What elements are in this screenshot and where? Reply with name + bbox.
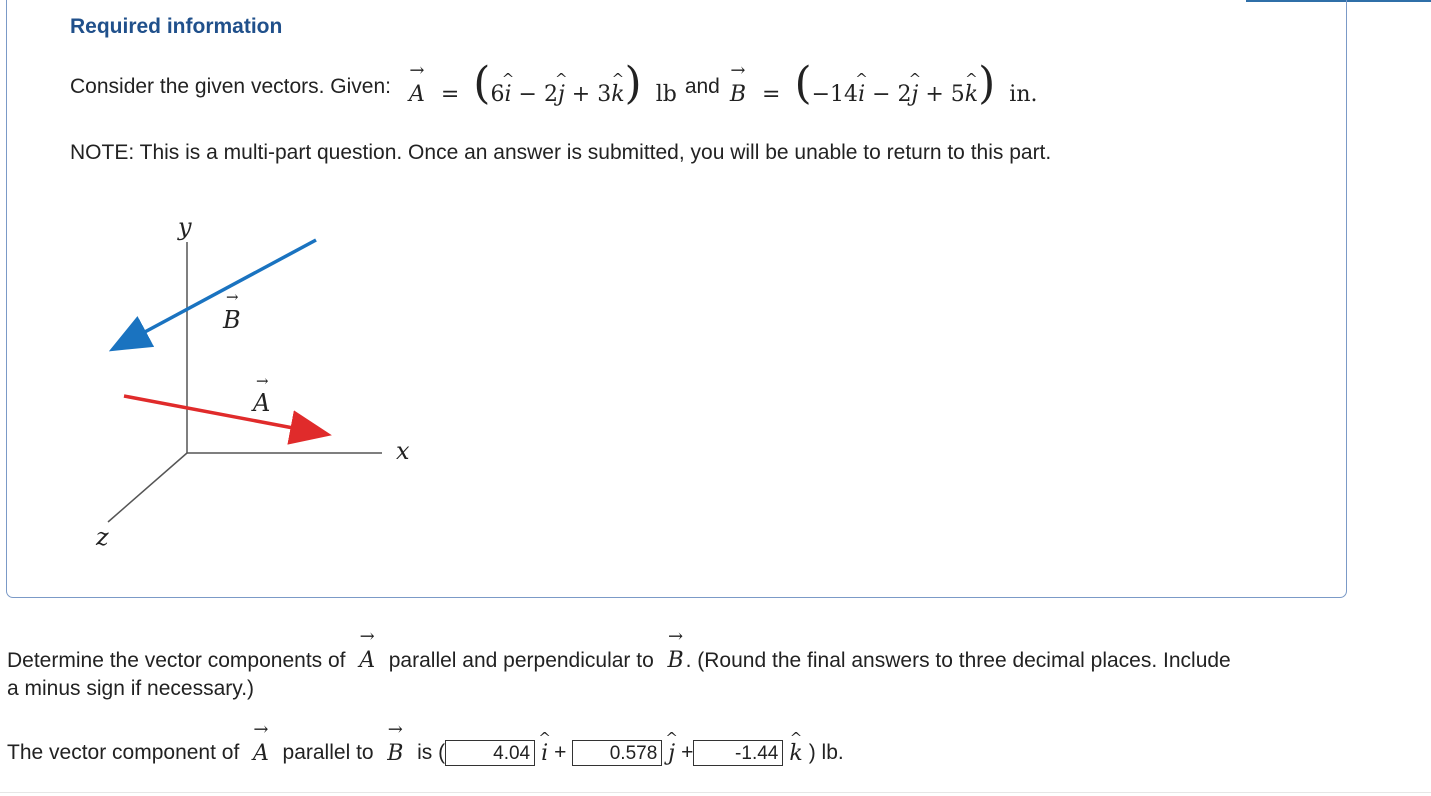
y-axis-label: y [178, 213, 192, 241]
given-intro: Consider the given vectors. Given: [70, 75, 391, 98]
unit-a: lb [655, 82, 677, 107]
bottom-divider [0, 792, 1431, 793]
question-vector-a: → A [359, 626, 376, 673]
k-component-input[interactable]: -1.44 [693, 740, 783, 766]
unit-b: in. [1009, 82, 1038, 107]
x-axis-label: x [396, 437, 410, 465]
vector-a-label-arrow: → [256, 372, 269, 390]
answer-vector-a: → A [252, 718, 269, 766]
vector-diagram [90, 205, 420, 565]
question-text-continued: a minus sign if necessary.) [7, 677, 255, 700]
vector-b-label-arrow: → [226, 288, 239, 306]
vector-a-definition: → A = (6i ^ − 2j ^ + 3k ^) lb [407, 65, 677, 109]
j-unit-vector: j ^ [668, 741, 675, 766]
question-vector-b: → B [667, 626, 684, 673]
vector-a-label: A [253, 389, 271, 417]
vector-a-symbol: → A [409, 60, 425, 107]
given-vectors-line [70, 58, 1038, 116]
i-unit-vector: i ^ [541, 741, 548, 766]
vector-b-symbol: → B [729, 60, 747, 107]
i-component-input[interactable]: 4.04 [445, 740, 535, 766]
parallel-component-answer-row: The vector component of → A parallel to → B is ( 4.04 i ^ + 0.578 j ^ + -1.44 k ^ ) lb. [7, 740, 844, 766]
vector-b-arrow [115, 240, 316, 348]
question-text: Determine the vector components of → A parallel and perpendicular to → B. (Round the final answers to three decimal places. Include [7, 626, 1231, 673]
required-information-heading: Required information [70, 15, 283, 38]
k-unit-vector: k ^ [789, 741, 802, 766]
z-axis [108, 453, 187, 522]
z-axis-label: z [96, 523, 109, 551]
j-component-input[interactable]: 0.578 [572, 740, 662, 766]
note-text: NOTE: This is a multi-part question. Once an answer is submitted, you will be unable to return to this part. [70, 141, 1052, 164]
vector-b-definition: → B = (−14i ^ − 2j ^ + 5k ^) in. [728, 65, 1038, 109]
answer-vector-b: → B [387, 718, 404, 766]
and-word: and [684, 75, 720, 98]
vector-b-label: B [223, 306, 241, 334]
vector-a-arrow [124, 396, 325, 434]
